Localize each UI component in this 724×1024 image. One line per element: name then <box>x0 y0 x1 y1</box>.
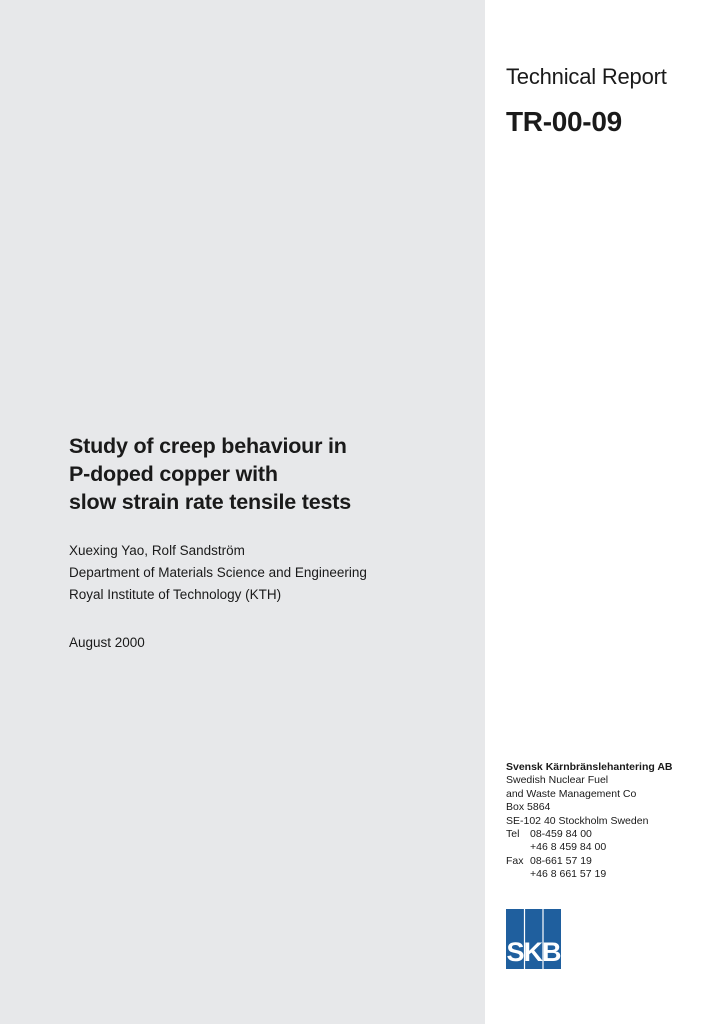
report-type-heading: Technical Report <box>506 64 667 89</box>
publisher-block <box>506 761 673 882</box>
fax-label: Fax <box>506 854 524 867</box>
publisher-name: Svensk Kärnbränslehantering AB <box>506 761 673 773</box>
fax-number-intl: +46 8 661 57 19 <box>530 868 607 881</box>
department: Department of Materials Science and Engineering <box>69 565 367 580</box>
publisher-address-line: SE-102 40 Stockholm Sweden <box>506 814 649 827</box>
publication-date: August 2000 <box>69 635 145 650</box>
tel-intl-row <box>506 841 673 854</box>
tel-number: 08-459 84 00 <box>530 828 592 841</box>
tel-label: Tel <box>506 828 520 841</box>
publisher-address-line: Box 5864 <box>506 801 551 814</box>
document-title <box>69 432 469 516</box>
document-title-line: slow strain rate tensile tests <box>69 490 351 514</box>
tel-row <box>506 828 673 841</box>
institution: Royal Institute of Technology (KTH) <box>69 587 282 602</box>
document-title-line: Study of creep behaviour in <box>69 434 347 458</box>
publisher-address-line: Swedish Nuclear Fuel <box>506 774 609 787</box>
authors-block <box>69 540 367 606</box>
document-title-line: P-doped copper with <box>69 462 278 486</box>
fax-row <box>506 855 673 868</box>
fax-intl-row <box>506 868 673 881</box>
skb-logo-text: SKB <box>506 937 561 967</box>
report-number-heading: TR-00-09 <box>506 106 622 137</box>
authors: Xuexing Yao, Rolf Sandström <box>69 543 245 558</box>
tel-number-intl: +46 8 459 84 00 <box>530 841 607 854</box>
publisher-address-line: and Waste Management Co <box>506 787 637 800</box>
skb-logo <box>506 909 561 969</box>
fax-number: 08-661 57 19 <box>530 854 592 867</box>
